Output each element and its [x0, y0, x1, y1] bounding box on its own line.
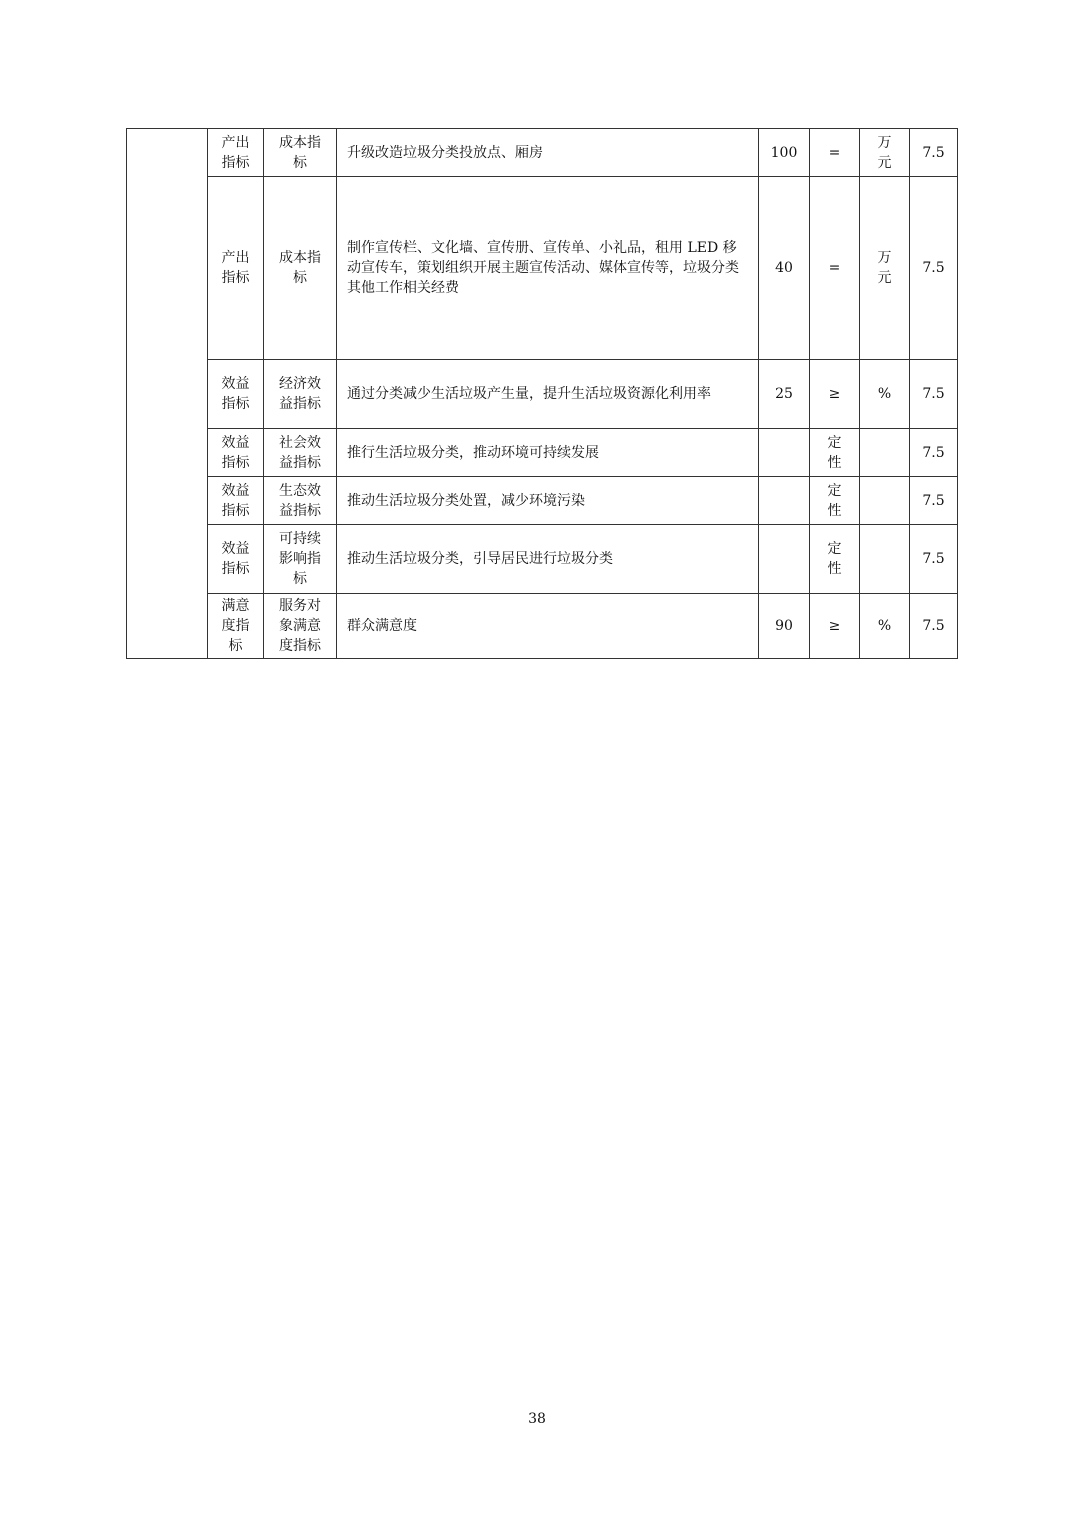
table-row [127, 594, 958, 659]
indicator-value-cell: 25 [759, 360, 810, 429]
indicator-symbol-cell: ≥ [810, 594, 860, 659]
indicator-score-cell: 7.5 [910, 177, 958, 360]
indicator-score-cell: 7.5 [910, 129, 958, 177]
indicator-content-cell: 升级改造垃圾分类投放点、厢房 [337, 129, 759, 177]
level2-indicator-cell: 效益 指标 [208, 360, 264, 429]
level1-indicator-cell [127, 129, 208, 659]
indicator-value-cell: 100 [759, 129, 810, 177]
level3-indicator-cell: 成本指 标 [264, 177, 337, 360]
indicator-value-cell [759, 477, 810, 525]
indicator-value-cell: 40 [759, 177, 810, 360]
indicator-unit-cell [860, 525, 910, 594]
indicator-content-cell: 通过分类减少生活垃圾产生量，提升生活垃圾资源化利用率 [337, 360, 759, 429]
level3-indicator-cell: 服务对 象满意 度指标 [264, 594, 337, 659]
indicator-content-cell: 推动生活垃圾分类，引导居民进行垃圾分类 [337, 525, 759, 594]
indicator-score-cell: 7.5 [910, 429, 958, 477]
indicator-score-cell: 7.5 [910, 477, 958, 525]
indicator-score-cell: 7.5 [910, 594, 958, 659]
indicator-score-cell: 7.5 [910, 525, 958, 594]
indicator-value-cell [759, 525, 810, 594]
indicator-score-cell: 7.5 [910, 360, 958, 429]
indicator-symbol-cell: ≥ [810, 360, 860, 429]
level3-indicator-cell: 生态效 益指标 [264, 477, 337, 525]
indicator-symbol-cell: = [810, 129, 860, 177]
table-row [127, 360, 958, 429]
table-row [127, 129, 958, 177]
indicator-unit-cell [860, 477, 910, 525]
level2-indicator-cell: 产出 指标 [208, 129, 264, 177]
indicator-unit-cell [860, 429, 910, 477]
indicator-content-cell: 推动生活垃圾分类处置，减少环境污染 [337, 477, 759, 525]
indicator-symbol-cell: 定 性 [810, 525, 860, 594]
level2-indicator-cell: 效益 指标 [208, 525, 264, 594]
level3-indicator-cell: 可持续 影响指 标 [264, 525, 337, 594]
table-row [127, 177, 958, 360]
indicator-unit-cell: 万 元 [860, 129, 910, 177]
table-row [127, 429, 958, 477]
indicator-content-cell: 推行生活垃圾分类，推动环境可持续发展 [337, 429, 759, 477]
table-row [127, 477, 958, 525]
indicator-symbol-cell: 定 性 [810, 477, 860, 525]
indicator-content-cell: 群众满意度 [337, 594, 759, 659]
indicator-unit-cell: % [860, 360, 910, 429]
level3-indicator-cell: 社会效 益指标 [264, 429, 337, 477]
page-number: 38 [528, 1411, 546, 1427]
indicator-unit-cell: % [860, 594, 910, 659]
indicator-content-cell: 制作宣传栏、文化墙、宣传册、宣传单、小礼品，租用 LED 移动宣传车，策划组织开展主题宣传活动、媒体宣传等，垃圾分类其他工作相关经费 [337, 177, 759, 360]
level3-indicator-cell: 成本指 标 [264, 129, 337, 177]
level3-indicator-cell: 经济效 益指标 [264, 360, 337, 429]
level2-indicator-cell: 效益 指标 [208, 477, 264, 525]
indicator-unit-cell: 万 元 [860, 177, 910, 360]
indicator-symbol-cell: 定 性 [810, 429, 860, 477]
level2-indicator-cell: 产出 指标 [208, 177, 264, 360]
indicator-value-cell [759, 429, 810, 477]
table-row [127, 525, 958, 594]
level2-indicator-cell: 效益 指标 [208, 429, 264, 477]
level2-indicator-cell: 满意 度指 标 [208, 594, 264, 659]
indicator-value-cell: 90 [759, 594, 810, 659]
indicator-table [126, 128, 958, 659]
indicator-symbol-cell: = [810, 177, 860, 360]
